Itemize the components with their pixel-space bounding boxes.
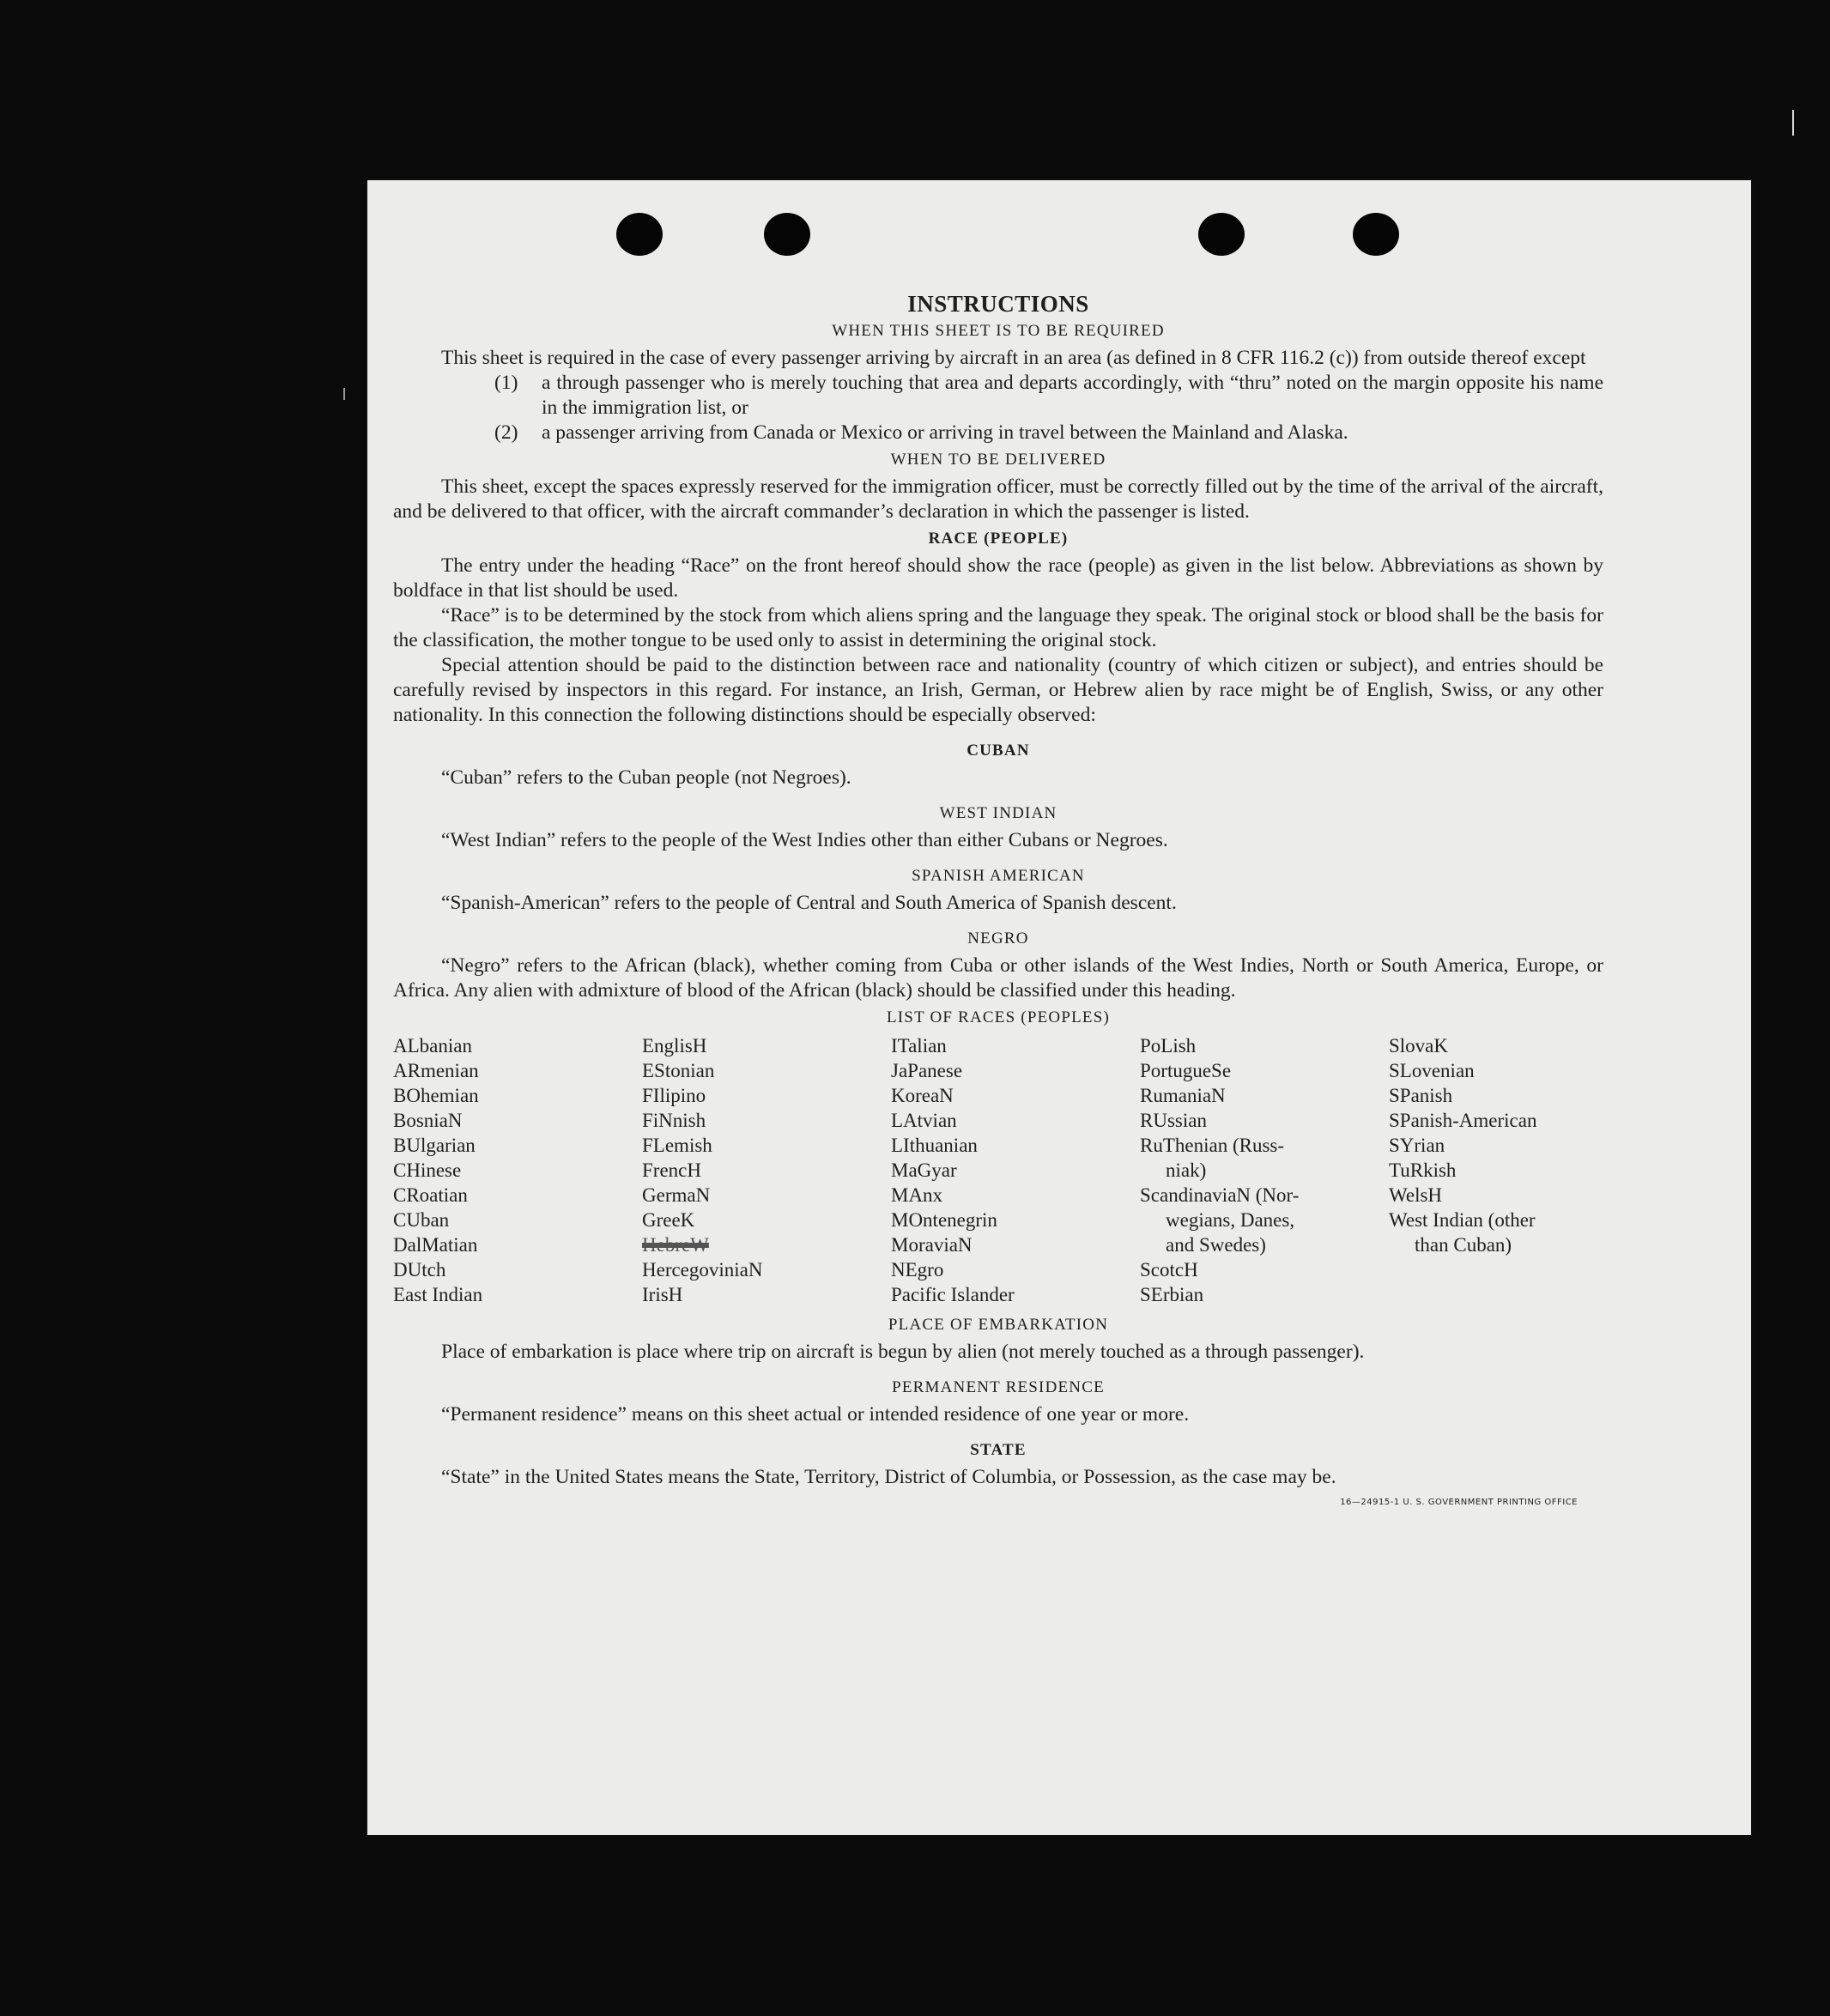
item-text: a passenger arriving from Canada or Mexico or arriving in travel between the Mainland and Alaska.: [542, 421, 1348, 444]
race-entry: MaGyar: [891, 1159, 957, 1181]
section-heading-race: RACE (PEOPLE): [928, 530, 1069, 548]
cuban-text: “Cuban” refers to the Cuban people (not Negroes).: [441, 766, 851, 789]
section-heading-delivered: WHEN TO BE DELIVERED: [890, 451, 1106, 469]
race-entry: MAnx: [891, 1184, 943, 1206]
race-list: [393, 1033, 1603, 1307]
race-entry: ScandinaviaN (Nor-: [1140, 1184, 1300, 1206]
race-entry: NEgro: [891, 1259, 944, 1280]
race-column: [642, 1033, 891, 1307]
race-entry: ITalian: [891, 1035, 947, 1056]
race-entry: West Indian (other: [1389, 1209, 1536, 1231]
race-entry: PortugueSe: [1140, 1060, 1232, 1081]
race-entry: BUlgarian: [393, 1135, 476, 1156]
race-entry: wegians, Danes,: [1166, 1209, 1295, 1231]
race-entry: than Cuban): [1415, 1234, 1512, 1256]
race-entry: DUtch: [393, 1259, 446, 1280]
race-entry: HercegoviniaN: [642, 1259, 763, 1280]
section-heading-west-indian: WEST INDIAN: [939, 804, 1057, 822]
race-entry: ScotcH: [1140, 1259, 1198, 1280]
punch-hole: [1353, 213, 1399, 256]
race-entry: SlovaK: [1389, 1035, 1448, 1056]
printer-mark: 16—24915-1 U. S. GOVERNMENT PRINTING OFFICE: [1340, 1498, 1578, 1507]
race-entry: CHinese: [393, 1159, 462, 1181]
race-column: [891, 1033, 1140, 1307]
item-number: (2): [494, 421, 518, 444]
race-entry: ARmenian: [393, 1060, 479, 1081]
race-entry: HebreW: [642, 1234, 709, 1256]
item-number: (1): [494, 372, 518, 394]
list-item: [494, 421, 1603, 445]
residence-text: “Permanent residence” means on this sheet actual or intended residence of one year or more.: [441, 1403, 1190, 1426]
race-entry: SPanish: [1389, 1085, 1453, 1106]
punch-hole: [1198, 213, 1245, 256]
race-entry: SYrian: [1389, 1135, 1445, 1156]
section-heading-negro: NEGRO: [967, 929, 1029, 947]
embarkation-text: Place of embarkation is place where trip on aircraft is begun by alien (not merely touched as a through passenger).: [441, 1341, 1365, 1363]
race-entry: WelsH: [1389, 1184, 1443, 1206]
section-heading-state: STATE: [970, 1441, 1027, 1459]
race-entry: FiNnish: [642, 1110, 706, 1131]
race-column: [1389, 1033, 1638, 1307]
west-indian-text: “West Indian” refers to the people of the West Indies other than either Cubans or Negroes.: [441, 829, 1168, 851]
race-entry: FIlipino: [642, 1085, 706, 1106]
race-entry: SErbian: [1140, 1284, 1204, 1305]
race-entry: ALbanian: [393, 1035, 472, 1056]
instructions-body: [393, 292, 1603, 1515]
section-heading-required: WHEN THIS SHEET IS TO BE REQUIRED: [832, 322, 1165, 340]
delivered-text: This sheet, except the spaces expressly reserved for the immigration officer, must be correctly filled out by the time of the arrival of the aircraft, and be delivered to that officer, with the aircraft commander’s declaration in which the passenger is listed.: [393, 475, 1603, 523]
punch-hole: [764, 213, 810, 256]
race-entry: EnglisH: [642, 1035, 707, 1056]
race-entry: SLovenian: [1389, 1060, 1475, 1081]
state-text: “State” in the United States means the State, Territory, District of Columbia, or Possession, as the case may be.: [441, 1466, 1336, 1488]
race-entry: MoraviaN: [891, 1234, 973, 1256]
race-entry: CUban: [393, 1209, 450, 1231]
race-entry: GreeK: [642, 1209, 695, 1231]
race-entry: LIthuanian: [891, 1135, 978, 1156]
race-entry: BOhemian: [393, 1085, 479, 1106]
race-entry: EStonian: [642, 1060, 715, 1081]
race-entry: East Indian: [393, 1284, 483, 1305]
race-entry: MOntenegrin: [891, 1209, 997, 1231]
race-entry: Pacific Islander: [891, 1284, 1015, 1305]
race-entry: KoreaN: [891, 1085, 954, 1106]
race-entry: TuRkish: [1389, 1159, 1457, 1181]
page-title: INSTRUCTIONS: [907, 291, 1089, 317]
race-entry: JaPanese: [891, 1060, 963, 1081]
spanish-american-text: “Spanish-American” refers to the people of Central and South America of Spanish descent.: [441, 892, 1177, 914]
section-heading-spanish-american: SPANISH AMERICAN: [912, 867, 1085, 885]
race-entry: and Swedes): [1166, 1234, 1266, 1256]
section-heading-embarkation: PLACE OF EMBARKATION: [888, 1316, 1109, 1334]
required-intro: This sheet is required in the case of every passenger arriving by aircraft in an area (as defined in 8 CFR 116.2 (c)) from outside thereof except: [441, 347, 1586, 369]
race-entry: RuThenian (Russ-: [1140, 1135, 1285, 1156]
race-entry: RUssian: [1140, 1110, 1207, 1131]
section-heading-cuban: CUBAN: [967, 742, 1030, 760]
race-entry: FrencH: [642, 1159, 701, 1181]
race-entry: niak): [1166, 1159, 1207, 1181]
race-entry: RumaniaN: [1140, 1085, 1226, 1106]
race-entry: GermaN: [642, 1184, 711, 1206]
negro-text: “Negro” refers to the African (black), whether coming from Cuba or other islands of the West Indies, North or South America, Europe, or Africa. Any alien with admixture of blood of the African (black) should be classified under this heading.: [393, 954, 1603, 1002]
race-entry: BosniaN: [393, 1110, 463, 1131]
race-entry: DalMatian: [393, 1234, 478, 1256]
section-heading-list: LIST OF RACES (PEOPLES): [886, 1008, 1111, 1026]
race-column: [1140, 1033, 1389, 1307]
section-heading-residence: PERMANENT RESIDENCE: [892, 1378, 1105, 1396]
race-entry: IrisH: [642, 1284, 683, 1305]
race-entry: PoLish: [1140, 1035, 1197, 1056]
race-entry: LAtvian: [891, 1110, 957, 1131]
race-entry: SPanish-American: [1389, 1110, 1537, 1131]
document-page: [367, 180, 1751, 1835]
punch-hole: [616, 213, 663, 256]
item-text: a through passenger who is merely touching that area and departs accordingly, with “thru” noted on the margin opposite his name in the immigration list, or: [542, 372, 1603, 419]
race-entry: FLemish: [642, 1135, 712, 1156]
list-item: [494, 371, 1603, 421]
race-entry: CRoatian: [393, 1184, 468, 1206]
race-column: [393, 1033, 642, 1307]
race-paragraph-3: Special attention should be paid to the distinction between race and nationality (country of which citizen or subject), and entries should be carefully revised by inspectors in this regard. For instance, an Irish, German, or Hebrew alien by race might be of English, Swiss, or any other nationality. In this connection the following distinctions should be especially observed:: [393, 654, 1603, 726]
race-paragraph-1: The entry under the heading “Race” on the front hereof should show the race (people) as given in the list below. Abbreviations as shown by boldface in that list should be used.: [393, 554, 1603, 602]
race-paragraph-2: “Race” is to be determined by the stock from which aliens spring and the language they speak. The original stock or blood shall be the basis for the classification, the mother tongue to be used only to assist in determining the original stock.: [393, 604, 1603, 651]
